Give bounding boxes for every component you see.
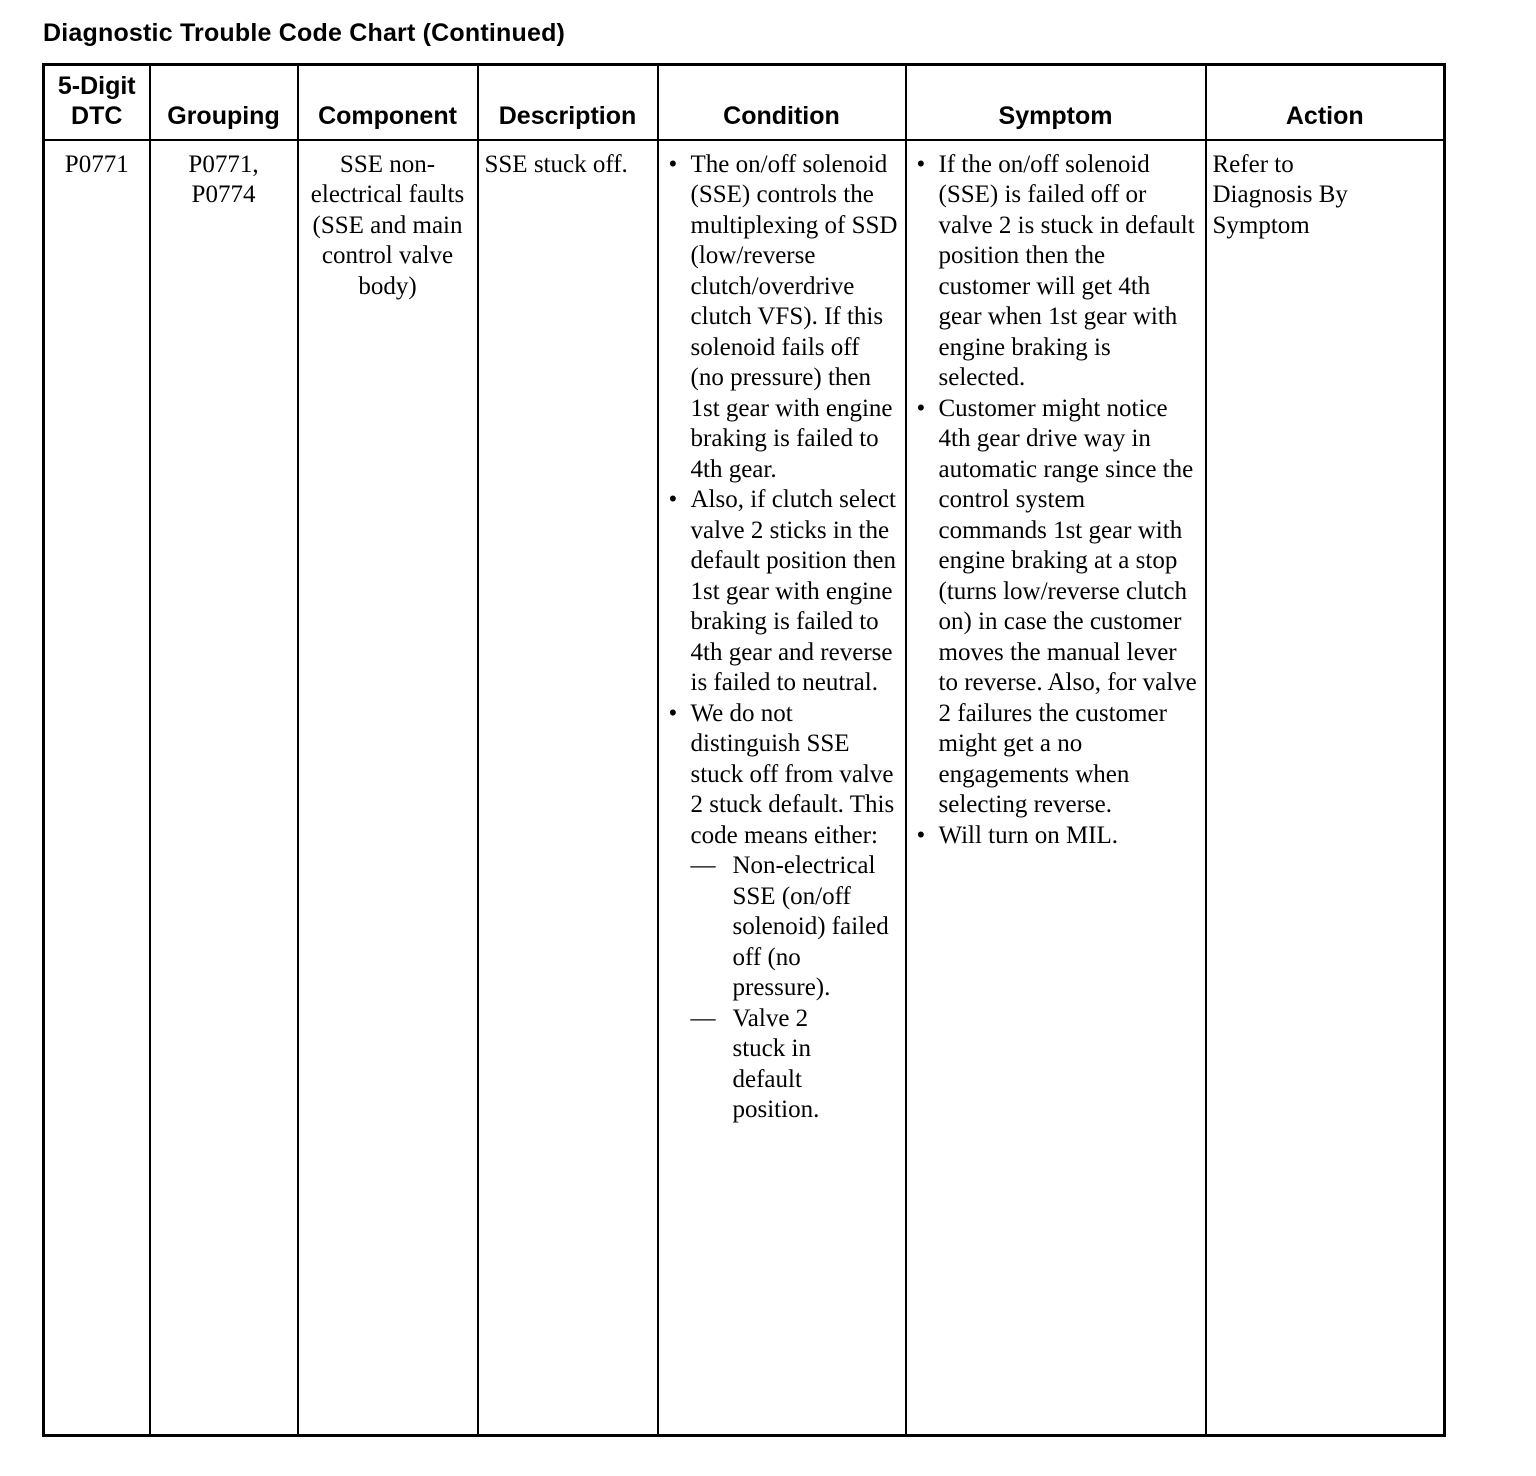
condition-subitem-text: Non-electrical SSE (on/off solenoid) failed off (no pressure).	[732, 852, 889, 1001]
header-dtc	[44, 65, 150, 140]
condition-bullet: • The on/off solenoid (SSE) controls the multiplexing of SSD (low/reverse clutch/overdrive clutch VFS). If this solenoid fails off (no pressure) then 1st gear with engine braking is failed to 4th gear.	[665, 150, 899, 486]
header-component: Component	[298, 65, 478, 140]
condition-subitem	[691, 1004, 899, 1126]
symptom-bullet: • If the on/off solenoid (SSE) is failed off or valve 2 is stuck in default position then the customer will get 4th gear when 1st gear with engine braking is selected.	[913, 150, 1199, 394]
cell-symptom	[906, 140, 1206, 1436]
table-header-row	[44, 65, 1445, 140]
cell-action-text: Refer to Diagnosis By Symptom	[1212, 150, 1348, 239]
cell-dtc: P0771	[44, 140, 150, 1436]
header-grouping: Grouping	[150, 65, 298, 140]
page-title: Diagnostic Trouble Code Chart (Continued)	[43, 19, 566, 47]
condition-subitem-text: Valve 2 stuck in default position.	[732, 1004, 820, 1123]
symptom-bullet: • Will turn on MIL.	[913, 821, 1199, 852]
table-row	[44, 140, 1445, 1436]
cell-description: SSE stuck off.	[478, 140, 658, 1436]
condition-subitem	[691, 851, 899, 1004]
header-symptom: Symptom	[906, 65, 1206, 140]
condition-bullet	[665, 699, 899, 1126]
cell-condition	[658, 140, 906, 1436]
cell-grouping	[150, 140, 298, 1436]
condition-bullet: • Also, if clutch select valve 2 sticks in the default position then 1st gear with engine braking is failed to 4th gear and reverse is failed to neutral.	[665, 485, 899, 699]
header-condition: Condition	[658, 65, 906, 140]
cell-component: SSE non-electrical faults (SSE and main control valve body)	[298, 140, 478, 1436]
dtc-chart-table	[42, 63, 1446, 1437]
symptom-bullet: • Customer might notice 4th gear drive way in automatic range since the control system commands 1st gear with engine braking at a stop (turns low/reverse clutch on) in case the customer moves the manual lever to reverse. Also, for valve 2 failures the customer might get a no engagements when selecting reverse.	[913, 394, 1199, 821]
condition-bullet-text: We do not distinguish SSE stuck off from valve 2 stuck default. This code means either:	[690, 699, 895, 849]
header-description: Description	[478, 65, 658, 140]
header-dtc-label: 5-Digit DTC	[57, 71, 136, 130]
cell-action	[1206, 140, 1445, 1436]
cell-grouping-text: P0771, P0774	[188, 150, 259, 208]
symptom-list	[913, 150, 1199, 852]
header-action: Action	[1206, 65, 1445, 140]
condition-list	[665, 150, 899, 1126]
condition-sublist	[691, 851, 899, 1126]
